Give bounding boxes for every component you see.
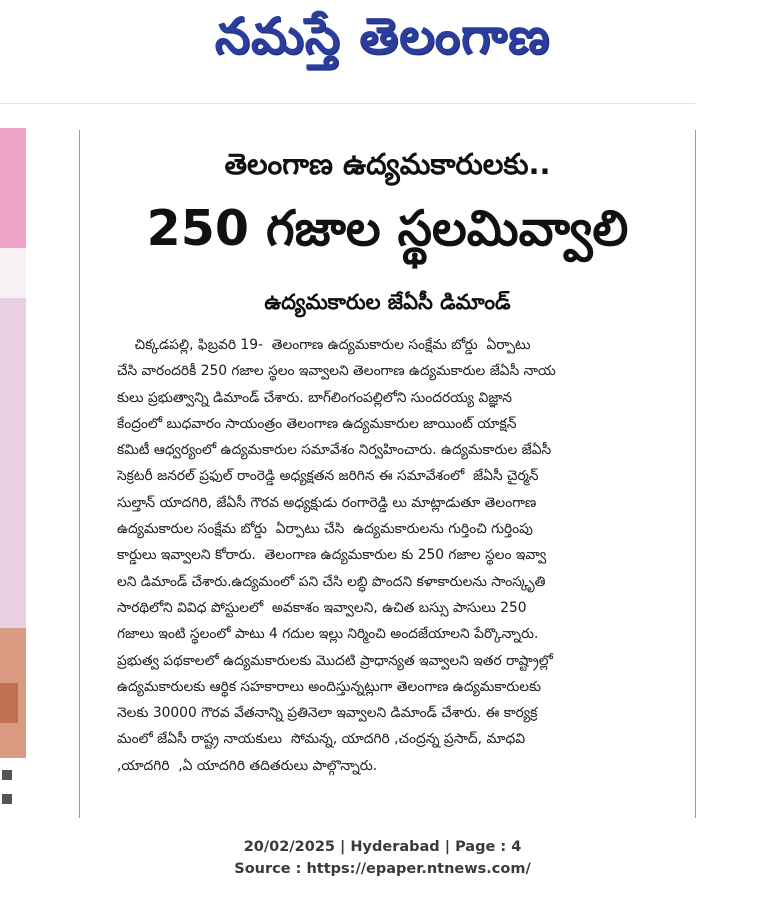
article-body-line: సుల్తాన్ యాదగిరి, జేఏసీ గౌరవ అధ్యక్షుడు రంగారెడ్డి లు మాట్లాడుతూ తెలంగాణ [117, 494, 537, 511]
article-body-line: ఉద్యమకారుల సంక్షేమ బోర్డు ఏర్పాటు చేసి ఉద్యమకారులను గుర్తించి గుర్తింపు [117, 521, 533, 538]
article-body-line: గజాలు ఇంటి స్థలంలో పాటు 4 గదుల ఇల్లు నిర్మించి అందజేయాలని పేర్కొన్నారు. [117, 626, 539, 643]
article-subhead: ఉద్యమకారుల జేఏసీ డిమాండ్ [264, 290, 511, 314]
article-body-line: ప్రభుత్వ పథకాలలో ఉద్యమకారులకు మొదటి ప్రాధాన్యత ఇవ్వాలని ఇతర రాష్ట్రాల్లో [117, 652, 554, 669]
newspaper-logo: నమస్తే తెలంగాణ [214, 7, 551, 65]
article-body-line: చేసి వారందరికీ 250 గజాల స్థలం ఇవ్వాలని తెలంగాణ ఉద్యమకారుల జేఏసీ నాయ [117, 363, 556, 380]
article-body-line: కార్డులు ఇవ్వాలని కోరారు. తెలంగాణ ఉద్యమకారుల కు 250 గజాల స్థలం ఇవ్వా [117, 547, 547, 564]
photo-fragment [0, 758, 26, 818]
article-body [117, 332, 677, 779]
news-article [79, 130, 696, 818]
page-footer [0, 836, 765, 880]
article-body-line: ఉద్యమకారులకు ఆర్థిక సహకారాలు అందిస్తున్నట్లుగా తెలంగాణ ఉద్యమకారులకు [117, 678, 542, 695]
source-link[interactable]: Source : https://epaper.ntnews.com/ [234, 861, 531, 877]
masthead [0, 0, 765, 80]
article-body-line: ,యాదగిరి ,ఏ యాదగిరి తదితరులు పాల్గొన్నారు. [117, 757, 378, 774]
article-kicker: తెలంగాణ ఉద్యమకారులకు.. [224, 147, 551, 181]
masthead-divider [0, 103, 695, 104]
article-body-line: నెలకు 30000 గౌరవ వేతనాన్ని ప్రతినెలా ఇవ్వాలని డిమాండ్ చేశారు. ఈ కార్యక్ర [117, 705, 538, 722]
article-body-line: మంలో జేఏసీ రాష్ట్ర నాయకులు సోమన్న, యాదగిరి ,చంద్రన్న ప్రసాద్, మాధవి [117, 731, 526, 748]
article-headline: 250 గజాల స్థలమివ్వాలి [146, 200, 629, 257]
photo-fragment [0, 683, 18, 723]
article-body-line: చిక్కడపల్లి, ఫిబ్రవరి 19- తెలంగాణ ఉద్యమకారుల సంక్షేమ బోర్డు ఏర్పాటు [117, 337, 531, 353]
adjacent-photo-strip [0, 128, 26, 818]
photo-fragment [0, 248, 26, 298]
article-body-line: కమిటీ ఆధ్వర్యంలో ఉద్యమకారుల సమావేశం నిర్వహించారు. ఉద్యమకారుల జేఏసీ [117, 442, 552, 459]
article-body-line: సెక్రటరీ జనరల్ ప్రఫుల్ రాంరెడ్డి అధ్యక్షతన జరిగిన ఈ సమావేశంలో జేఏసీ చైర్మన్ [117, 468, 539, 485]
text-fragment [2, 794, 12, 804]
article-body-line: సారథిలోని వివిధ పోస్టులలో అవకాశం ఇవ్వాలని, ఉచిత బస్సు పాసులు 250 [117, 599, 527, 616]
article-body-line: కులు ప్రభుత్వాన్ని డిమాండ్ చేశారు. బాగ్‌లింగంపల్లిలోని సుందరయ్య విజ్ఞాన [117, 389, 512, 406]
photo-fragment [0, 298, 26, 628]
text-fragment [2, 770, 12, 780]
edition-info: 20/02/2025 | Hyderabad | Page : 4 [243, 839, 522, 855]
article-body-line: లని డిమాండ్ చేశారు.ఉద్యమంలో పని చేసి లబ్ధి పొందని కళాకారులను సాంస్కృతి [117, 573, 546, 590]
photo-fragment [0, 128, 26, 248]
article-body-line: కేంద్రంలో బుధవారం సాయంత్రం తెలంగాణ ఉద్యమకారుల జాయింట్ యాక్షన్ [117, 415, 517, 432]
